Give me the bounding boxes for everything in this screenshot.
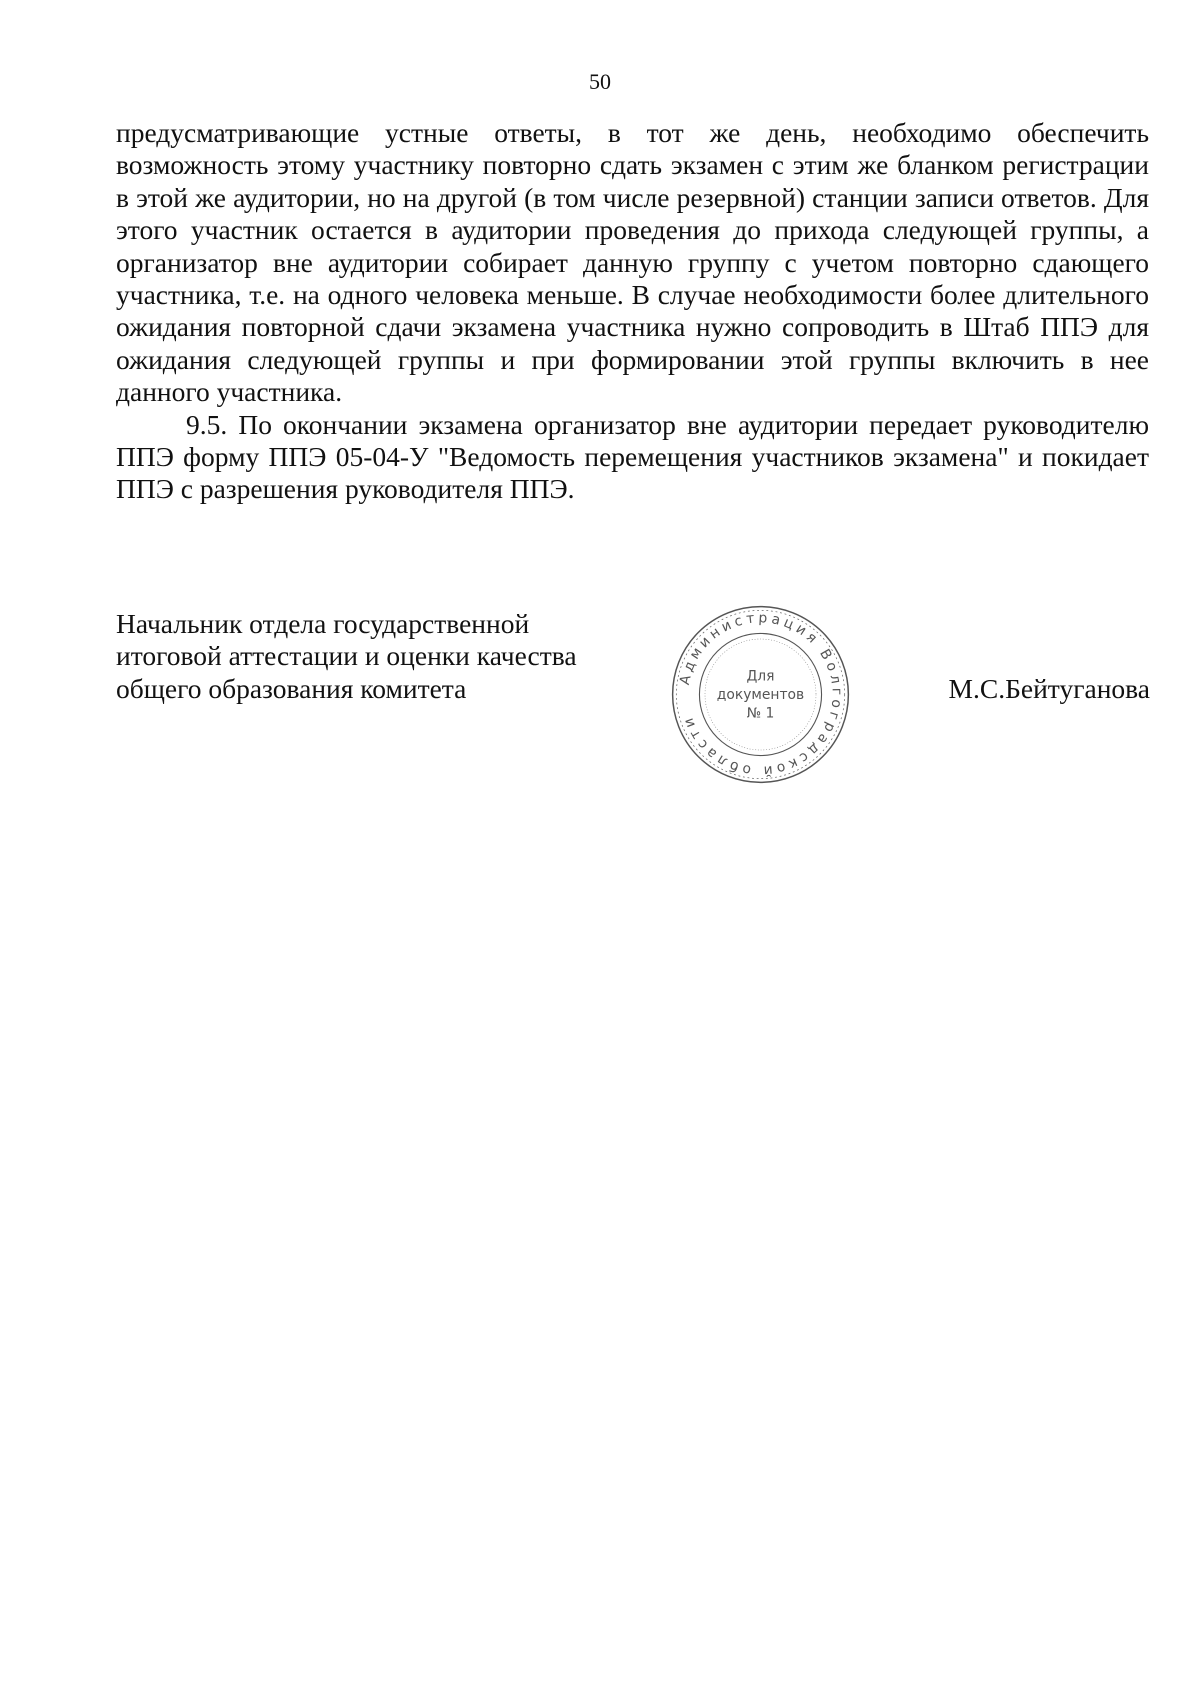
seal-inner-text-1: Для [746, 668, 775, 685]
position-line-3: общего образования комитета [116, 672, 467, 704]
body-paragraph-2: 9.5. По окончании экзамена организатор вне аудитории передает руководителю ППЭ форму ППЭ 05-04-У "Ведомость перемещения участников экзамена" и покидает ППЭ с разрешения руководителя ППЭ. [116, 408, 1149, 505]
position-line-1: Начальник отдела государственной [116, 608, 530, 639]
seal-inner-text-2: документов [716, 687, 805, 704]
seal-inner-text-3: № 1 [746, 705, 775, 722]
signatory-position [116, 608, 577, 705]
body-paragraph-1: предусматривающие устные ответы, в тот же день, необходимо обеспечить возможность этому участнику повторно сдать экзамен с этим же бланком регистрации в этой же аудитории, но на другой (в том числе резервной) станции записи ответов. Для этого участник остается в аудитории проведения до прихода следующей группы, а организатор вне аудитории собирает данную группу с учетом повторно сдающего участника, т.е. на одного человека меньше. В случае необходимости более длительного ожидания повторной сдачи экзамена участника нужно сопроводить в Штаб ППЭ для ожидания следующей группы и при формировании этой группы включить в нее данного участника. [116, 117, 1149, 408]
document-body [116, 117, 1149, 506]
page-number: 50 [589, 69, 611, 94]
position-line-2: итоговой аттестации и оценки качества [116, 640, 577, 672]
official-seal-stamp [668, 602, 853, 787]
seal-outer-text: Администрация Волгоградской области [676, 610, 845, 779]
signatory-name: М.С.Бейтуганова [948, 673, 1150, 704]
